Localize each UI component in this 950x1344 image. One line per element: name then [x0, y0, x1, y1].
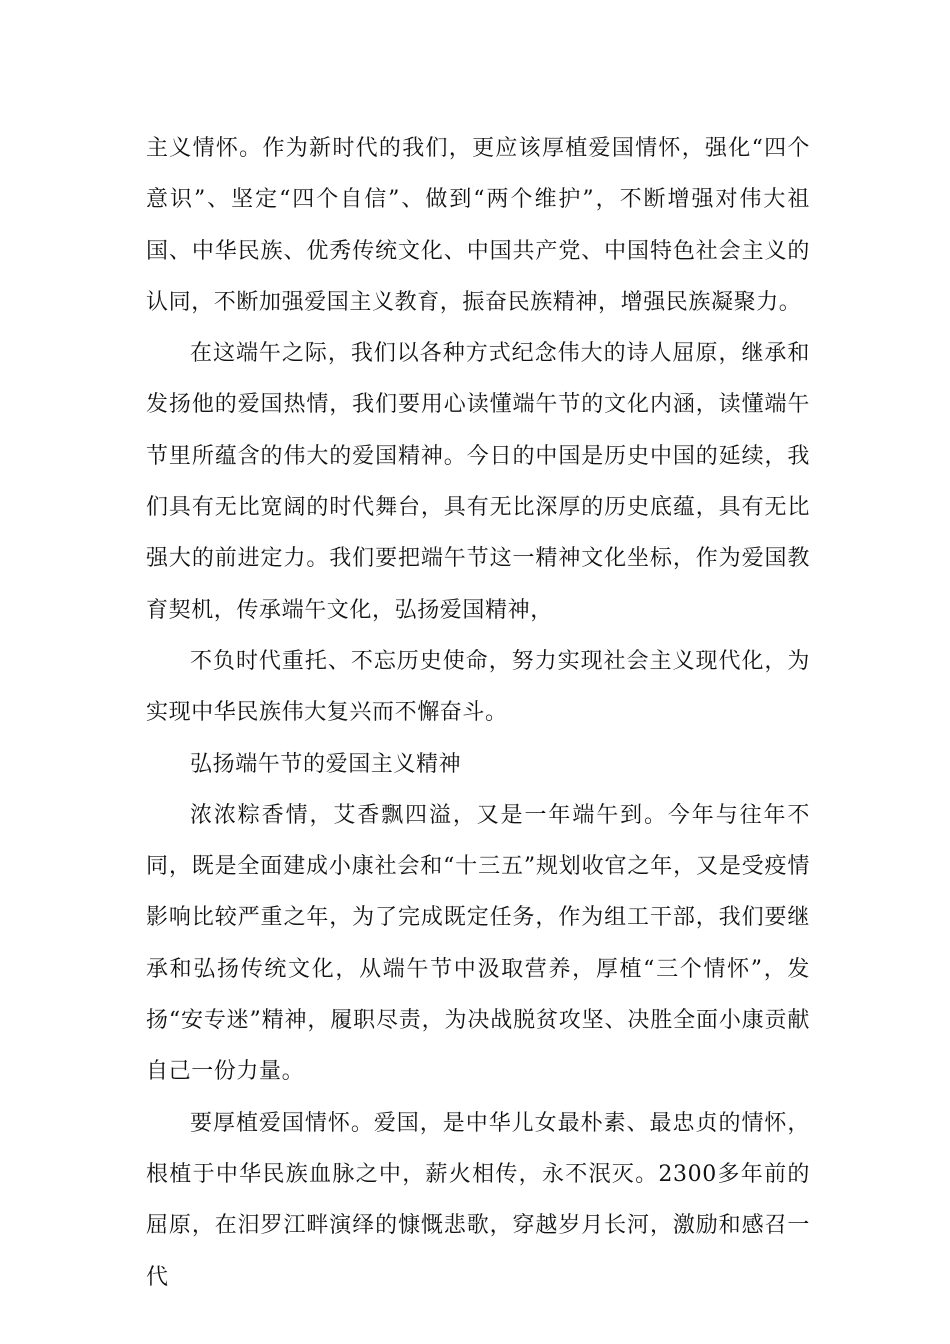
section-heading: 弘扬端午节的爱国主义精神 [190, 751, 462, 777]
paragraph-4: 浓浓粽香情，艾香飘四溢，又是一年端午到。今年与往年不同，既是全面建成小康社会和“十三五”规划收官之年，又是受疫情影响比较严重之年，为了完成既定任务，作为组工干部，我们要继承和弘扬传统文化，从端午节中汲取营养，厚植“三个情怀”，发扬“安专迷”精神，履职尽责，为决战脱贫攻坚、决胜全面小康贡献自己一份力量。 [146, 802, 810, 1085]
paragraph-5: 要厚植爱国情怀。爱国，是中华儿女最朴素、最忠贞的情怀，根植于中华民族血脉之中，薪火相传，永不泯灭。2300多年前的屈原，在汨罗江畔演绎的慷慨悲歌，穿越岁月长河，激励和感召一代 [146, 1110, 810, 1290]
paragraph-1: 主义情怀。作为新时代的我们，更应该厚植爱国情怀，强化“四个意识”、坚定“四个自信”、做到“两个维护”，不断增强对伟大祖国、中华民族、优秀传统文化、中国共产党、中国特色社会主义的认同，不断加强爱国主义教育，振奋民族精神，增强民族凝聚力。 [146, 136, 810, 315]
document-body [146, 123, 810, 1303]
paragraph-2: 在这端午之际，我们以各种方式纪念伟大的诗人屈原，继承和发扬他的爱国热情，我们要用心读懂端午节的文化内涵，读懂端午节里所蕴含的伟大的爱国精神。今日的中国是历史中国的延续，我们具有无比宽阔的时代舞台，具有无比深厚的历史底蕴，具有无比强大的前进定力。我们要把端午节这一精神文化坐标，作为爱国教育契机，传承端午文化，弘扬爱国精神， [146, 341, 810, 623]
paragraph-3: 不负时代重托、不忘历史使命，努力实现社会主义现代化，为实现中华民族伟大复兴而不懈奋斗。 [146, 648, 810, 726]
